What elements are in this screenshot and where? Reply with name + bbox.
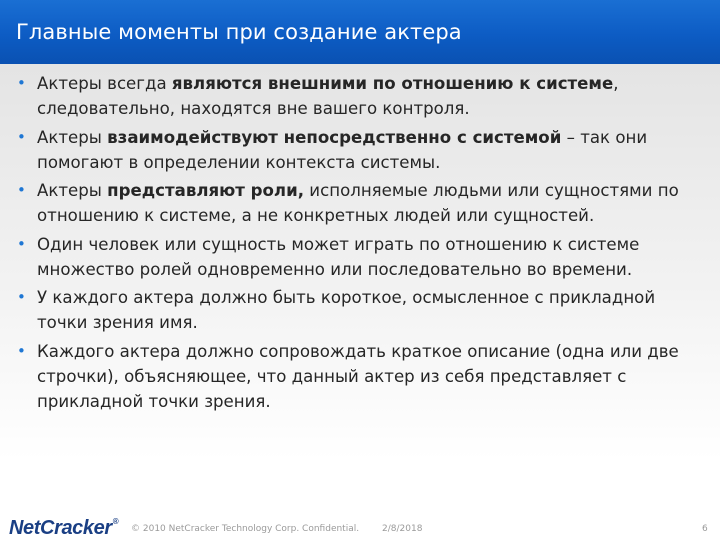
- page-number: 6: [702, 524, 708, 534]
- bullet-item: [16, 71, 708, 121]
- bullet-icon: •: [17, 234, 26, 253]
- bullet-item: [16, 339, 708, 414]
- footer-date: 2/8/2018: [382, 524, 423, 534]
- logo-text-net: Net: [9, 517, 41, 539]
- bullet-emphasis: являются внешними по отношению к системе: [171, 74, 614, 93]
- bullet-text: Актеры: [37, 127, 108, 147]
- slide-title-bar: [0, 0, 720, 64]
- bullet-item: [16, 232, 708, 282]
- bullet-icon: •: [17, 181, 26, 199]
- bullet-text: Каждого актера должно сопровождать краткое описание (одна или две строчки), объясняющее, что данный актер из себя представляет с прикладной точки зрения.: [37, 341, 679, 411]
- bullet-text-tail: исполняемые людьми или сущностями по отношению к системе, а не конкретных людей или сущностей.: [37, 181, 679, 225]
- netcracker-logo: [9, 517, 118, 540]
- bullet-text-tail: – так они помогают в определении контекста системы.: [37, 127, 648, 172]
- slide-title: Главные моменты при создание актера: [16, 20, 462, 44]
- bullet-emphasis: представляют роли,: [107, 181, 305, 200]
- bullet-item: [16, 125, 708, 175]
- bullet-text: Актеры всегда: [37, 74, 172, 93]
- bullet-item: [16, 178, 708, 228]
- footer-copyright: © 2010 NetCracker Technology Corp. Confidential.: [131, 524, 360, 534]
- registered-mark: ®: [112, 517, 119, 526]
- bullet-list: [16, 71, 708, 417]
- bullet-emphasis: взаимодействуют непосредственно с системой: [107, 127, 562, 147]
- bullet-icon: •: [17, 127, 26, 146]
- bullet-icon: •: [17, 341, 26, 360]
- bullet-icon: •: [17, 74, 26, 92]
- bullet-text: У каждого актера должно быть короткое, осмысленное с прикладной точки зрения имя.: [37, 288, 656, 332]
- bullet-text: Один человек или сущность может играть по отношению к системе множество ролей одновременно или последовательно во времени.: [37, 234, 640, 279]
- bullet-text-tail: , следовательно, находятся вне вашего контроля.: [37, 74, 619, 118]
- bullet-icon: •: [17, 288, 26, 306]
- logo-text-cracker: Cracker: [40, 517, 112, 539]
- bullet-item: [16, 285, 708, 335]
- slide-footer: [0, 505, 720, 540]
- bullet-text: Актеры: [37, 181, 108, 200]
